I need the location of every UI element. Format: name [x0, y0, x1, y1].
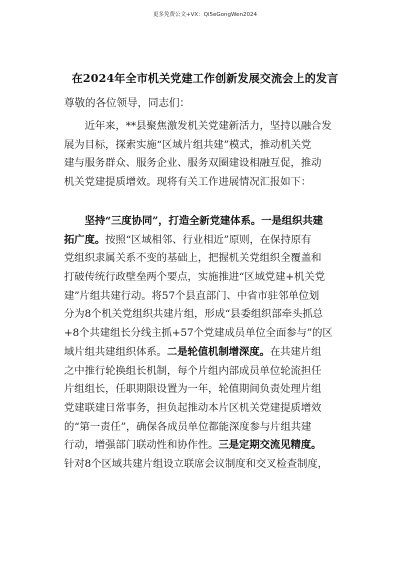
text-line: 近年来，**县聚焦激发机关党建新活力，坚持以融合发 [64, 120, 332, 132]
text-line [64, 399, 346, 418]
text-line [64, 436, 346, 455]
text-line [64, 212, 346, 231]
text-line [64, 231, 346, 250]
paragraph-intro [64, 117, 346, 192]
text-line [64, 362, 346, 381]
text-run: 建”片组共建行动。将57个县直部门、中省市驻邻单位划 [64, 289, 320, 302]
text-line [64, 268, 346, 287]
greeting: 尊敬的各位领导，同志们： [64, 97, 190, 109]
text-line [64, 455, 346, 474]
bold-text-run: 二是轮值机制增深度。 [166, 345, 270, 358]
bold-text-run: 拓广度。 [64, 233, 106, 246]
paragraph-body [64, 212, 346, 474]
text-run: 打破传统行政壁垒两个要点，实施推进“区域党建+机关党 [64, 271, 326, 284]
text-line [64, 305, 346, 324]
text-line: 建与服务群众、服务企业、服务双圈建设相融互促，推动 [64, 157, 322, 170]
text-line [64, 418, 346, 437]
text-line: 机关党建提质增效。现将有关工作进展情况汇报如下： [64, 176, 312, 189]
text-run: 按照“区域相邻、行业相近”原则，在保持原有 [105, 233, 312, 246]
text-run: 片组组长，任职期限设置为一年，轮值期间负责处理片组 [64, 383, 322, 396]
document-title: 在2024年全市机关党建工作创新发展交流会上的发言 [71, 72, 339, 85]
bold-text-run: 坚持“三度协同”，打造全新党建体系。一是组织共建 [64, 215, 323, 227]
text-line [64, 343, 346, 362]
text-run: 党建联建日常事务，担负起推动本片区机关党建提质增效 [64, 401, 322, 414]
text-run: 针对8个区域共建片组设立联席会议制度和交叉检查制度， [64, 457, 328, 470]
text-line [64, 249, 346, 268]
text-run: 在共建片组 [269, 345, 322, 358]
text-line: 展为目标，探索实施“区域片组共建”模式，推动机关党 [64, 138, 312, 151]
text-run: 之中推行轮换组长机制，每个片组内部成员单位轮流担任 [64, 364, 322, 377]
header-note: 更多免费公文+VX：Qi5eGongWen2024 [153, 12, 257, 18]
text-run: 的“第一责任”，确保各成员单位都能深度参与片组共建 [64, 420, 312, 433]
text-line [64, 324, 346, 343]
text-line [64, 380, 346, 399]
bold-text-run: 三是定期交流见精度。 [218, 439, 322, 452]
text-line [64, 287, 346, 306]
text-run: 域片组共建组织体系。 [64, 345, 167, 358]
text-run: 分为8个机关党组织共建片组，形成“县委组织部牵头抓总 [64, 308, 323, 321]
text-run: 党组织隶属关系不变的基础上，把握机关党组织全覆盖和 [64, 252, 322, 265]
text-run: +8个共建组长分线主抓+57个党建成员单位全面参与”的区 [64, 327, 333, 340]
text-run: 行动，增强部门联动性和协作性。 [64, 439, 219, 452]
